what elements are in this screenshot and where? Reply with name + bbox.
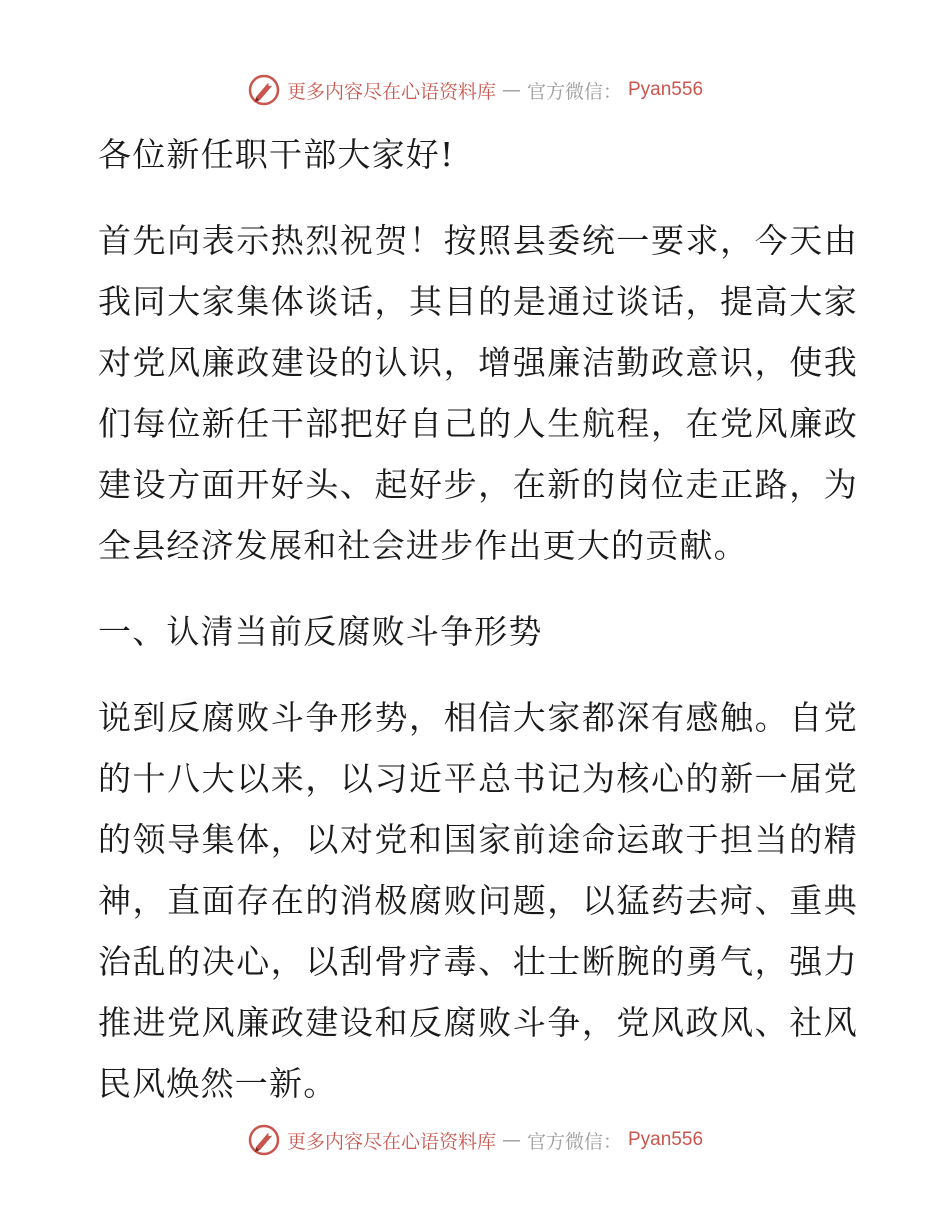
pen-logo-icon — [247, 73, 281, 107]
section-heading: 一、认清当前反腐败斗争形势 — [98, 612, 543, 651]
header-watermark — [0, 70, 950, 110]
watermark-wechat-id: Pyan556 — [628, 1129, 704, 1150]
watermark-brand-text: 更多内容尽在心语资料库 — [286, 80, 496, 103]
watermark-official-label: 官方微信： — [526, 80, 622, 103]
watermark-wechat-id: Pyan556 — [628, 79, 704, 100]
footer-watermark — [0, 1120, 950, 1160]
greeting-paragraph: 各位新任职干部大家好! — [98, 135, 455, 174]
watermark-official-label: 官方微信： — [526, 1130, 622, 1153]
pen-logo-icon — [247, 1123, 281, 1157]
intro-paragraph: 首先向表示热烈祝贺！按照县委统一要求，今天由我同大家集体谈话，其目的是通过谈话，提高大家对党风廉政建设的认识，增强廉洁勤政意识，使我们每位新任干部把好自己的人生航程，在党风廉政建设方面开好头、起好步，在新的岗位走正路，为全县经济发展和社会进步作出更大的贡献。 — [98, 221, 858, 565]
watermark-separator: — — [501, 79, 521, 101]
document-body — [98, 120, 858, 1114]
watermark-brand-text: 更多内容尽在心语资料库 — [286, 1130, 496, 1153]
section-body-paragraph: 说到反腐败斗争形势，相信大家都深有感触。自党的十八大以来，以习近平总书记为核心的新一届党的领导集体，以对党和国家前途命运敢于担当的精神，直面存在的消极腐败问题，以猛药去疴、重典治乱的决心，以刮骨疗毒、壮士断腕的勇气，强力推进党风廉政建设和反腐败斗争，党风政风、社风民风焕然一新。 — [98, 698, 858, 1103]
watermark-separator: — — [501, 1129, 521, 1151]
